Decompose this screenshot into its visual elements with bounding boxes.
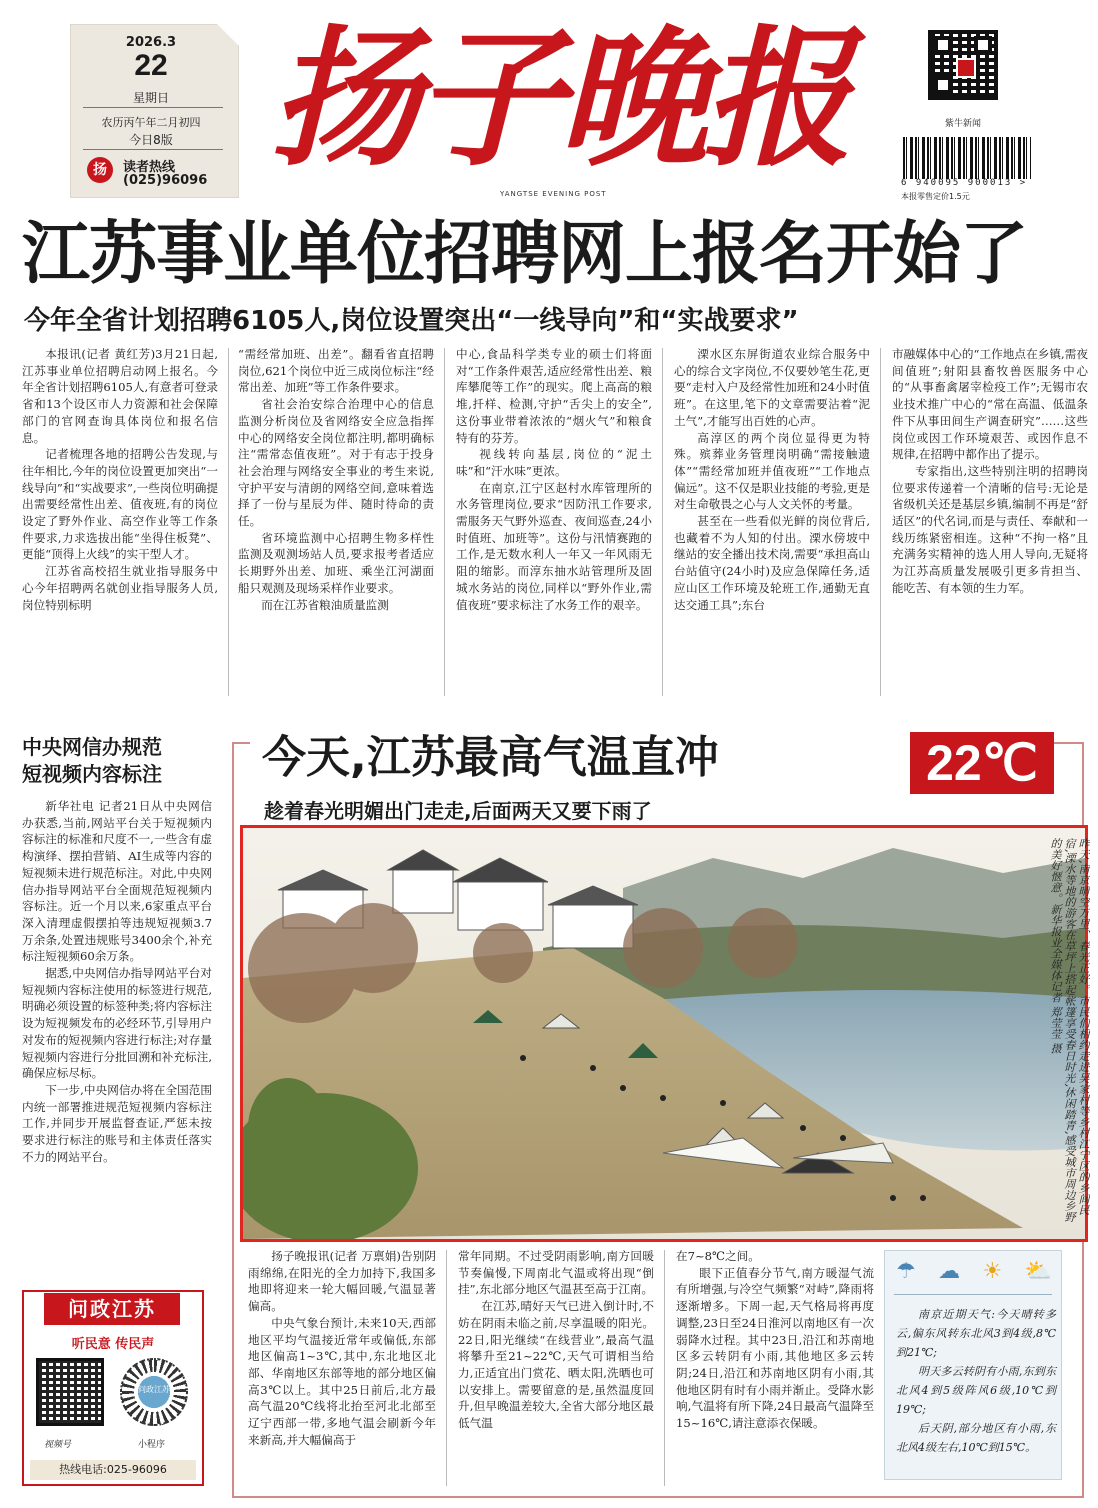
- umbrella-icon: ☂: [896, 1259, 916, 1284]
- barcode-number: 6 940095 900013 >: [901, 178, 1028, 188]
- paragraph: 视线转向基层,岗位的“泥土味”和“汗水味”更浓。: [456, 447, 652, 478]
- column-rule: [228, 348, 229, 696]
- ask-jiangsu-slogan: 听民意 传民声: [71, 1337, 155, 1352]
- newspaper-logo-english: YANGTSE EVENING POST: [500, 190, 607, 198]
- paragraph: 江苏省高校招生就业指导服务中心今年招聘两名就创业指导服务人员,岗位特别标明: [22, 564, 218, 612]
- miniprogram-code-icon[interactable]: [120, 1358, 188, 1426]
- weather-subheadline: 趁着春光明媚出门走走,后面两天又要下雨了: [264, 799, 652, 823]
- paragraph: 省社会治安综合治理中心的信息监测分析岗位及省网络安全应急指挥中心的网络安全岗位都注明,都明确标注“需常态值夜班”。对于有志于投身社会治理与网络安全事业的考生来说,守护平安与清朗的网络空间,意味着选择了一份与星辰为伴、随时待命的责任。: [238, 397, 434, 529]
- lunar-date: 农历丙午年二月初四: [101, 116, 201, 129]
- column-rule: [444, 348, 445, 696]
- cloud-rain-icon: ☁: [938, 1259, 961, 1284]
- paragraph: 下一步,中央网信办将在全国范围内统一部署推进规范短视频内容标注工作,并同步开展监督查证,严惩未按要求进行标注的账号和主体责任落实不力的网站平台。: [22, 1082, 212, 1164]
- forecast-tomorrow: 明天多云转阴有小雨,东到东北风4到5级阵风6级,10℃到19℃;: [896, 1365, 1056, 1416]
- forecast-day-after: 后天阴,部分地区有小雨,东北风4级左右,10℃到15℃。: [896, 1422, 1056, 1454]
- lead-column-3: [456, 346, 652, 696]
- paragraph: 在江苏,晴好天气已进入倒计时,不妨在阴雨未临之前,尽享温暖的阳光。22日,阳光继续“在线营业”,最高气温将攀升至21~22℃,天气可谓相当给力,正适宜出门赏花、晒太阳,洗晒也可以安排上。需要留意的是,虽然温度回升,但早晚温差较大,全省大部分地区最低气温: [458, 1299, 654, 1431]
- lead-headline[interactable]: 江苏事业单位招聘网上报名开始了: [22, 215, 1028, 294]
- paragraph: 常年同期。不过受阴雨影响,南方回暖节奏偏慢,下周南北气温或将出现“倒挂”,东北部分地区气温甚至高于江南。: [458, 1249, 654, 1297]
- issue-day: 22: [134, 49, 168, 82]
- paragraph: 扬子晚报讯(记者 万禀娟)告别阴雨绵绵,在阳光的全力加持下,我国多地即将迎来一轮大幅回暖,气温显著偏高。: [248, 1249, 436, 1314]
- paragraph: 记者梳理各地的招聘公告发现,与往年相比,今年的岗位设置更加突出“一线导向”和“实战要求”,一些岗位明确提出需要经常性出差、值夜班,有的岗位设定了野外作业、高空作业等工作条件要求,力求选拔出能“坐得住板凳”、更能“顶得上火线”的实干型人才。: [22, 447, 218, 562]
- paragraph: 新华社电 记者21日从中央网信办获悉,当前,网站平台关于短视频内容标注的标准和尺度不一,一些含有虚构演绎、摆拍营销、AI生成等内容的短视频未进行规范标注。对此,中央网信办指导网站平台全面规范短视频内容标注。近一个月以来,6家重点平台深入清理虚假摆拍等违规短视频3.7万余条,处置违规账号3400余个,补充标注短视频60余万条。: [22, 799, 212, 964]
- column-rule: [446, 1250, 447, 1486]
- hotline-number: (025)96096: [123, 173, 208, 188]
- price-note: 本报零售定价1.5元: [901, 192, 970, 201]
- miniprogram-code-label: 问政江苏: [138, 1385, 170, 1394]
- paragraph: 中央气象台预计,未来10天,西部地区平均气温接近常年或偏低,东部地区偏高1~3℃,其中,东北地区北部、华南地区东部等地的部分地区偏高3℃以上。其中25日前后,北方最高气温20℃线将北抬至河北北部至辽宁西部一带,多地气温会刷新今年来新高,并大幅偏高于: [248, 1315, 436, 1447]
- lead-column-2: [238, 346, 434, 696]
- date-box: [70, 24, 239, 198]
- photo-caption: 昨天,南京晴空万里、春光正好。市民们相约走进吴家村等乡村江宁区的乡间民宿,溧水等地的游客在草坪上搭起帐篷享受春日时光,休闲踏青,感受城市周边乡野的美好惬意。新华报业全媒体记者 郑莹莹 摄: [1049, 838, 1090, 1223]
- weather-headline[interactable]: 今天,江苏最高气温直冲: [262, 732, 719, 783]
- hotline-label: 读者热线: [123, 160, 176, 175]
- qr-label: 小程序: [138, 1440, 166, 1450]
- qr-label: 视频号: [44, 1440, 72, 1450]
- paragraph: 省环境监测中心招聘生物多样性监测及观测场站人员,要求报考者适应长期野外出差、加班、乘坐江河湖面船只观测及现场采样作业要求。: [238, 530, 434, 595]
- paragraph: 据悉,中央网信办指导网站平台对短视频内容标注使用的标签进行规范,明确必须设置的标签种类;将内容标注设为短视频发布的必经环节,引导用户对发布的短视频内容进行标注;对存量短视频内容进行分批回溯和补充标注,确保应标尽标。: [22, 966, 212, 1081]
- paragraph: 甚至在一些看似光鲜的岗位背后,也藏着不为人知的付出。溧水傍坡中继站的安全播出技术岗,需要“承担高山台站值守(24小时)及应急保障任务,适应山区工作环境及轮班工作,通勤无直达交通工具”;东台: [674, 514, 870, 612]
- lakeside-camping-photo[interactable]: [240, 825, 1088, 1242]
- column-rule: [662, 348, 663, 696]
- forecast-today: 南京近期天气:今天晴转多云,偏东风转东北风3到4级,8℃到21℃;: [896, 1308, 1056, 1359]
- barcode-icon: [903, 137, 1031, 179]
- forecast-text: [896, 1305, 1056, 1457]
- video-qr-code-icon[interactable]: [36, 1358, 104, 1426]
- column-rule: [880, 348, 881, 696]
- qr-code-icon[interactable]: [928, 30, 998, 100]
- paragraph: 而在江苏省粮油质量监测: [261, 597, 389, 612]
- paragraph: 市融媒体中心的“工作地点在乡镇,需夜间值班”;射阳县畜牧兽医服务中心的“从事畜禽屠宰检疫工作”;无锡市农业技术推广中心的“常在高温、低温条件下从事田间生产调查研究”……这些岗位或因工作环境艰苦、或因作息不规律,在招聘中都作出了提示。: [892, 347, 1088, 462]
- paragraph: 在7~8℃之间。: [676, 1249, 760, 1263]
- side-story-title[interactable]: [22, 734, 222, 788]
- lead-column-1: [22, 346, 218, 696]
- qr-finder: [974, 36, 992, 54]
- paragraph: 眼下正值春分节气,南方暖湿气流有所增强,与冷空气频繁“对峙”,降雨将逐渐增多。下周一起,天气格局将再度调整,23日至24日淮河以南地区有一次弱降水过程。其中23日,沿江和苏南地区多云转阴有小雨,其他地区多云转阴;24日,沿江和苏南地区阴有小雨,其他地区阴有时有小雨并渐止。受降水影响,气温将有所下降,24日最高气温降至15~16℃,请注意添衣保暖。: [676, 1265, 874, 1431]
- lead-column-5: [892, 346, 1088, 696]
- weather-temp-badge: 22℃: [910, 732, 1054, 794]
- paragraph: 溧水区东屏街道农业综合服务中心的综合文字岗位,不仅要妙笔生花,更要“走村入户及经常性加班和24小时值班”。在这里,笔下的文章需要沾着“泥土气”,才能写出百姓的心声。: [674, 347, 870, 428]
- weather-column-2: [458, 1248, 654, 1488]
- side-story-title-line: 中央网信办规范: [22, 735, 162, 759]
- lead-column-4: [674, 346, 870, 696]
- qr-center-logo: [956, 58, 976, 78]
- forecast-icons: [896, 1258, 1052, 1286]
- newspaper-logo[interactable]: 扬子晚报: [270, 11, 847, 187]
- paragraph: “需经常加班、出差”。翻看省直招聘岗位,621个岗位中近三成岗位标注“经常出差、加班”等工作条件要求。: [238, 347, 434, 395]
- side-story-title-line: 短视频内容标注: [22, 762, 162, 786]
- divider: [83, 149, 223, 150]
- weather-column-1: [248, 1248, 436, 1488]
- column-rule: [664, 1250, 665, 1486]
- lead-subheadline: 今年全省计划招聘6105人,岗位设置突出“一线导向”和“实战要求”: [24, 306, 799, 336]
- ask-jiangsu-hotline: 热线电话:025-96096: [30, 1460, 196, 1480]
- divider: [83, 107, 223, 108]
- divider: [894, 1294, 1052, 1295]
- sun-icon: ☀: [982, 1259, 1003, 1284]
- paragraph: 中心,食品科学类专业的硕士们将面对“工作条件艰苦,适应经常性出差、粮库攀爬等工作”的现实。爬上高高的粮堆,扦样、检测,守护“舌尖上的安全”,这份事业带着浓浓的“烟火气”和粮食特有的芬芳。: [456, 347, 652, 445]
- side-story-body: [22, 798, 212, 1270]
- page-count: 今日8版: [129, 133, 173, 147]
- sun-cloud-icon: ⛅: [1024, 1259, 1052, 1284]
- newspaper-emblem-icon: 扬: [87, 157, 113, 183]
- weather-story-frame-bottom: [232, 1496, 1084, 1498]
- paragraph: 本报讯(记者 黄红芳)3月21日起,江苏事业单位招聘启动网上报名。今年全省计划招聘6105人,有意者可登录省和13个设区市人力资源和社会保障部门的官网查询具体岗位和报名信息。: [22, 347, 218, 445]
- paragraph: 高淳区的两个岗位显得更为特殊。殡葬业务管理岗明确“需接触遗体”“需经常加班并值夜班”“工作地点偏远”。这不仅是职业技能的考验,更是对生命敬畏之心与人文关怀的考量。: [674, 430, 870, 512]
- qr-caption: 紫牛新闻: [944, 119, 981, 129]
- ask-jiangsu-title[interactable]: 问政江苏: [44, 1293, 180, 1325]
- weather-column-3: [676, 1248, 874, 1488]
- qr-finder: [934, 76, 952, 94]
- paragraph: 在南京,江宁区赵村水库管理所的水务管理岗位,要求“因防汛工作要求,需服务天气野外巡查、夜间巡查,24小时值班、加班等”。这份与汛情赛跑的工作,是无数水利人一年又一年风雨无阻的缩影。而淳东抽水站管理所及固城水务站的岗位,同样以“野外作业,需值夜班”要求标注了水务工作的艰辛。: [456, 480, 652, 612]
- qr-finder: [934, 36, 952, 54]
- issue-year-month: 2026.3: [125, 35, 177, 50]
- issue-weekday: 星期日: [132, 91, 169, 105]
- photo-illustration: [243, 828, 1085, 1239]
- paragraph: 专家指出,这些特别注明的招聘岗位要求传递着一个清晰的信号:无论是省级机关还是基层乡镇,编制不再是“舒适区”的代名词,而是与责任、奉献和一线历练紧密相连。这种“不拘一格”且充满务实精神的选人用人导向,无疑将为江苏高质量发展吸引更多肯担当、能吃苦、有本领的生力军。: [892, 463, 1088, 595]
